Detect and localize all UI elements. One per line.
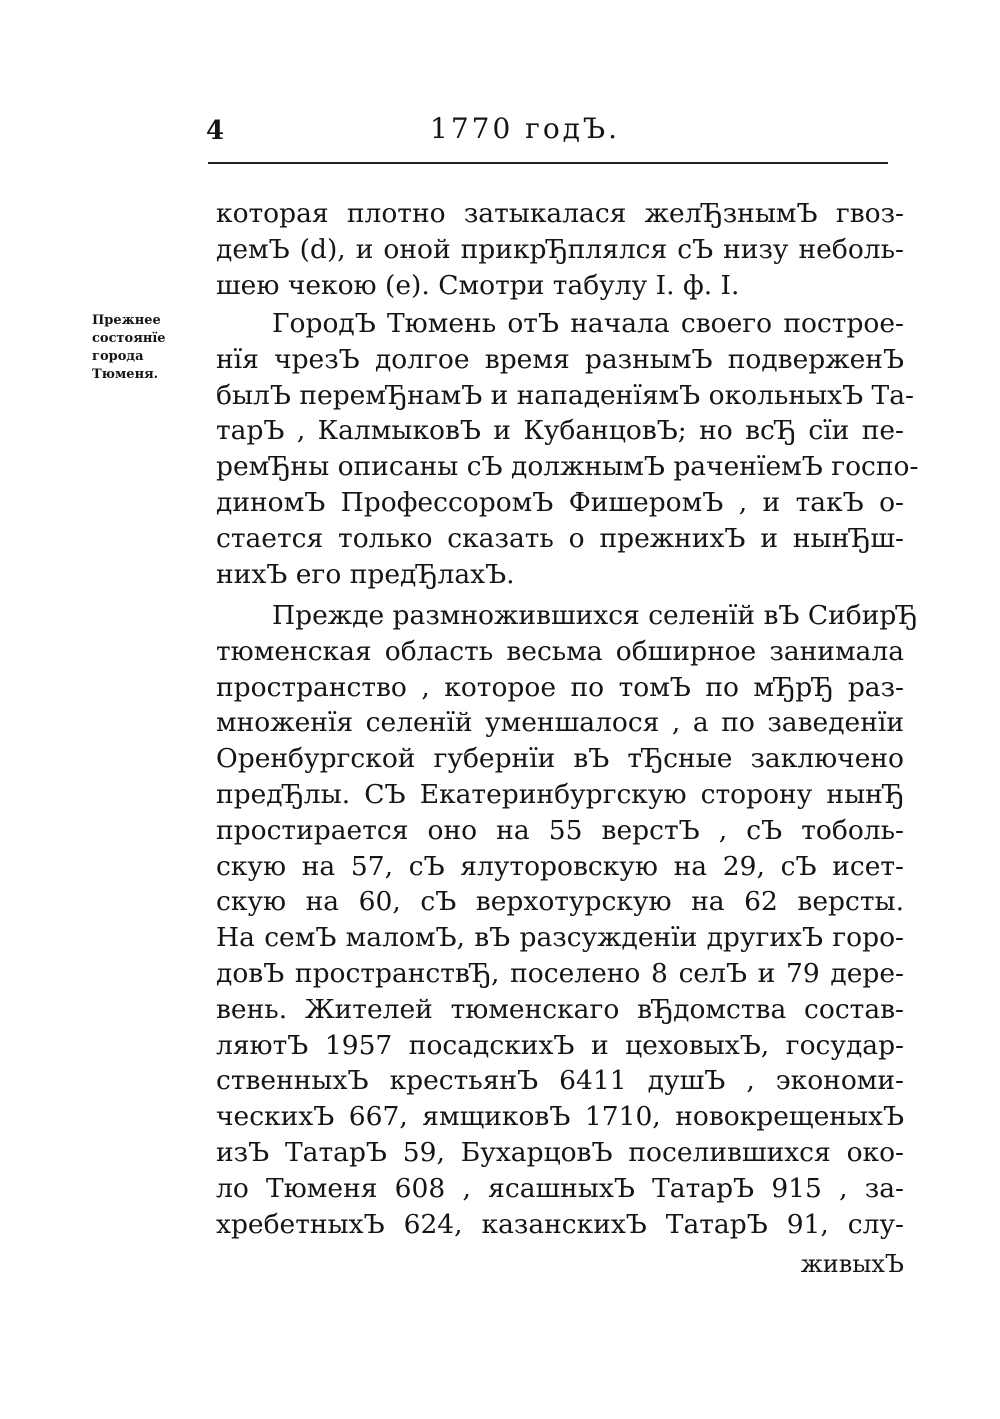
margin-note-line: состоянїе <box>92 331 166 346</box>
text-line: предЂлы. СЪ Екатеринбургскую сторону нынЂ <box>216 778 904 810</box>
text-line: ческихЪ 667, ямщиковЪ 1710, новокрещеныхЪ <box>216 1101 904 1133</box>
header-rule <box>208 162 888 164</box>
text-line: пространство , которое по томЪ по мЂрЂ раз- <box>216 671 904 703</box>
text-line: ляютЪ 1957 посадскихЪ и цеховыхЪ, государ- <box>216 1029 904 1061</box>
text-line: вень. Жителей тюменскаго вЂдомства состав- <box>216 993 904 1025</box>
text-line: ГородЪ Тюмень отЪ начала своего построе- <box>272 308 904 339</box>
text-line: простирается оно на 55 верстЪ , сЪ тоболь- <box>216 814 904 846</box>
page-number: 4 <box>206 116 226 146</box>
text-line: шею чекою (е). Смотри табулу I. ф. I. <box>216 269 740 301</box>
text-line: нихЪ его предЂлахЪ. <box>216 558 515 590</box>
paragraph-1 <box>216 196 904 303</box>
running-head: 1770 годЪ. <box>430 112 621 145</box>
margin-note <box>92 312 192 384</box>
paragraph-3 <box>216 598 918 1242</box>
text-line: изЪ ТатарЪ 59, БухарцовЪ поселившихся око- <box>216 1136 904 1168</box>
text-line: ственныхЪ крестьянЪ 6411 душЪ , экономи- <box>216 1065 904 1097</box>
text-line: былЪ перемЂнамЪ и нападенїямЪ окольныхЪ Та- <box>216 379 914 411</box>
catchword: живыхЪ <box>800 1250 904 1278</box>
text-line: довЪ пространствЂ, поселено 8 селЪ и 79 дере- <box>216 957 904 989</box>
text-line: хребетныхЪ 624, казанскихЪ ТатарЪ 91, слу- <box>216 1208 904 1240</box>
text-line: На семЪ маломЪ, вЪ разсужденїи другихЪ горо- <box>216 922 904 954</box>
text-line: которая плотно затыкалася желЂзнымЪ гвоз- <box>216 198 904 229</box>
margin-note-line: города <box>92 349 144 364</box>
paragraph-2 <box>216 306 919 592</box>
margin-note-line: Прежнее <box>92 313 161 328</box>
text-line: тюменская область весьма обширное занимала <box>216 635 904 667</box>
text-line: демЪ (d), и оной прикрЂплялся сЪ низу неболь- <box>216 233 904 265</box>
text-line: множенїя селенїй уменшалося , а по заведенїи <box>216 707 904 739</box>
text-line: ремЂны описаны сЪ должнымЪ раченїемЪ госпо- <box>216 451 919 483</box>
text-line: Прежде размножившихся селенїй вЪ СибирЂ <box>272 600 918 631</box>
text-line: диномЪ ПрофессоромЪ ФишеромЪ , и такЪ о- <box>216 486 904 518</box>
text-line: скую на 60, сЪ верхотурскую на 62 версты. <box>216 886 904 918</box>
margin-note-line: Тюменя. <box>92 367 159 382</box>
text-line: нїя чрезЪ долгое время разнымЪ подверженЪ <box>216 343 904 375</box>
text-line: тарЪ , КалмыковЪ и КубанцовЪ; но всЂ сїи пе- <box>216 415 904 447</box>
text-line: ло Тюменя 608 , ясашныхЪ ТатарЪ 915 , за- <box>216 1172 904 1204</box>
text-line: стается только сказать о прежнихЪ и нынЂш- <box>216 522 904 554</box>
text-line: скую на 57, сЪ ялуторовскую на 29, сЪ исет- <box>216 850 904 882</box>
text-line: Оренбургской губернїи вЪ тЂсные заключено <box>216 743 904 775</box>
